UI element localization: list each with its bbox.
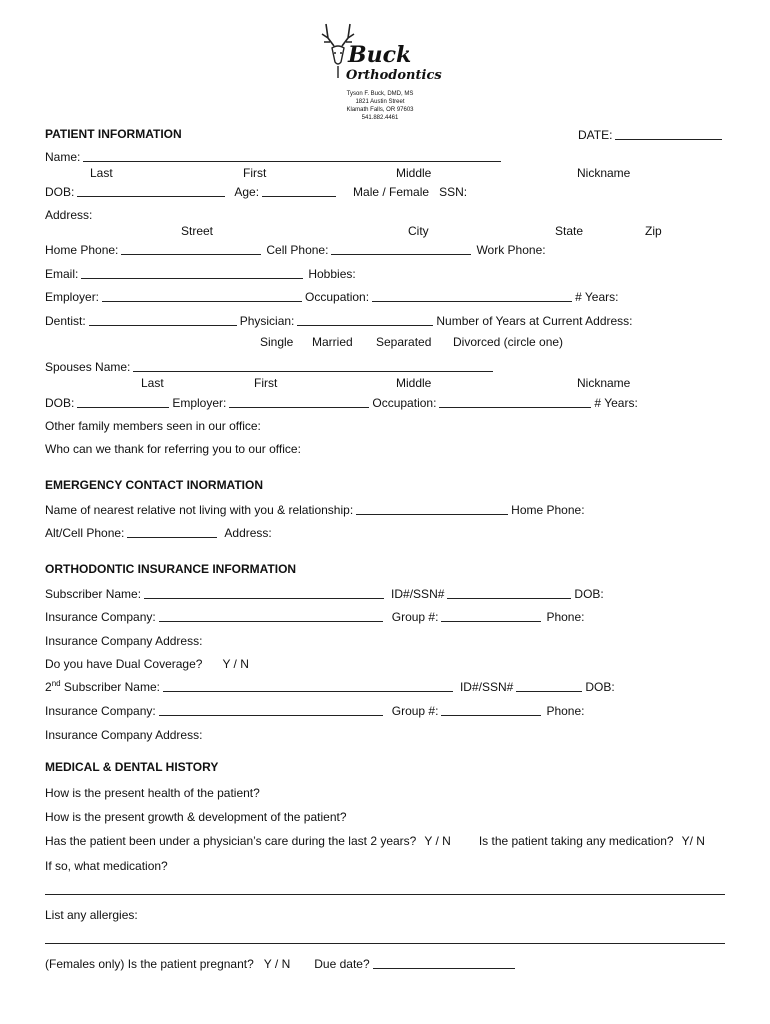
- name-sub-nickname: Nickname: [577, 166, 631, 180]
- subscriber-dob-label: DOB:: [574, 587, 604, 601]
- spouse-sub-first: First: [254, 376, 278, 390]
- years-address-label: Number of Years at Current Address:: [436, 314, 633, 328]
- spouse-label: Spouses Name:: [45, 360, 131, 374]
- marital-single[interactable]: Single: [260, 335, 294, 349]
- dual-coverage-label: Do you have Dual Coverage?: [45, 657, 203, 671]
- spouse-occupation-field[interactable]: [439, 395, 591, 408]
- due-date-field[interactable]: [373, 956, 515, 969]
- company-address-label: Insurance Company Address:: [45, 634, 203, 648]
- marital-married[interactable]: Married: [312, 335, 353, 349]
- dentist-field[interactable]: [89, 313, 237, 326]
- physician-field[interactable]: [297, 313, 433, 326]
- spouse-occupation-label: Occupation:: [372, 396, 437, 410]
- home-phone-label: Home Phone:: [45, 243, 119, 257]
- practice-address: [300, 90, 460, 122]
- marital-separated[interactable]: Separated: [376, 335, 432, 349]
- dual-coverage-options[interactable]: Y / N: [222, 657, 249, 671]
- date-label: DATE:: [578, 128, 613, 142]
- relative-label: Name of nearest relative not living with you & relationship:: [45, 503, 354, 517]
- address-sub-zip: Zip: [645, 224, 662, 238]
- company2-label: Insurance Company:: [45, 704, 156, 718]
- id-field[interactable]: [447, 586, 571, 599]
- second-subscriber-sup: nd: [51, 679, 61, 688]
- allergies-label: List any allergies:: [45, 908, 138, 922]
- second-dob-label: DOB:: [585, 680, 615, 694]
- family-label: Other family members seen in our office:: [45, 419, 261, 433]
- id-label: ID#/SSN#: [391, 587, 445, 601]
- emergency-home-phone-label: Home Phone:: [511, 503, 585, 517]
- work-phone-label: Work Phone:: [476, 243, 546, 257]
- second-subscriber-field[interactable]: [163, 679, 453, 692]
- company-field[interactable]: [159, 609, 383, 622]
- group-label: Group #:: [391, 610, 439, 624]
- medication-question-options[interactable]: Y/ N: [681, 834, 705, 848]
- address-sub-street: Street: [181, 224, 214, 238]
- physician-care-label: Has the patient been under a physician’s care during the last 2 years?: [45, 834, 417, 848]
- spouse-employer-label: Employer:: [172, 396, 227, 410]
- address-label: Address:: [45, 208, 93, 222]
- name-sub-middle: Middle: [396, 166, 432, 180]
- address-line: 1821 Austin Street: [355, 99, 405, 105]
- spouse-dob-field[interactable]: [77, 395, 169, 408]
- referral-label: Who can we thank for referring you to our office:: [45, 442, 301, 456]
- patient-section-title: PATIENT INFORMATION: [45, 127, 182, 141]
- address-line: Klamath Falls, OR 97603: [346, 107, 414, 113]
- medical-section-title: MEDICAL & DENTAL HISTORY: [45, 760, 219, 774]
- years-label: # Years:: [575, 290, 619, 304]
- second-id-label: ID#/SSN#: [459, 680, 514, 694]
- subscriber-field[interactable]: [144, 586, 384, 599]
- emergency-section-title: EMERGENCY CONTACT INORMATION: [45, 478, 263, 492]
- home-phone-field[interactable]: [121, 242, 261, 255]
- insurance-phone2-label: Phone:: [546, 704, 585, 718]
- group2-label: Group #:: [391, 704, 439, 718]
- emergency-address-label: Address:: [224, 526, 272, 540]
- spouse-name-field[interactable]: [133, 359, 493, 372]
- company2-field[interactable]: [159, 703, 383, 716]
- address-line: 541.882.4461: [361, 115, 399, 121]
- relative-field[interactable]: [356, 502, 508, 515]
- medication-question-label: Is the patient taking any medication?: [478, 834, 674, 848]
- medication-extra-line[interactable]: [45, 894, 725, 895]
- name-sub-last: Last: [90, 166, 113, 180]
- group2-field[interactable]: [441, 703, 541, 716]
- medication-label: If so, what medication?: [45, 859, 168, 873]
- pregnant-options[interactable]: Y / N: [263, 957, 291, 971]
- alt-phone-label: Alt/Cell Phone:: [45, 526, 125, 540]
- subscriber-label: Subscriber Name:: [45, 587, 142, 601]
- growth-label: How is the present growth & development of the patient?: [45, 810, 347, 824]
- second-subscriber-num: 2: [45, 680, 52, 694]
- age-label: Age:: [234, 185, 260, 199]
- spouse-dob-label: DOB:: [45, 396, 75, 410]
- spouse-years-label: # Years:: [594, 396, 638, 410]
- name-label: Name:: [45, 150, 81, 164]
- sex-options[interactable]: Male / Female: [353, 185, 430, 199]
- name-field[interactable]: [83, 149, 501, 162]
- address-sub-state: State: [555, 224, 584, 238]
- cell-phone-field[interactable]: [331, 242, 471, 255]
- insurance-section-title: ORTHODONTIC INSURANCE INFORMATION: [45, 562, 297, 576]
- second-subscriber-label: Subscriber Name:: [60, 680, 160, 694]
- spouse-sub-last: Last: [141, 376, 164, 390]
- second-id-field[interactable]: [516, 679, 582, 692]
- physician-care-options[interactable]: Y / N: [424, 834, 451, 848]
- address-line: Tyson F. Buck, DMD, MS: [346, 91, 414, 97]
- ssn-label: SSN:: [439, 185, 468, 199]
- employer-field[interactable]: [102, 289, 302, 302]
- marital-divorced[interactable]: Divorced (circle one): [453, 335, 564, 349]
- occupation-label: Occupation:: [305, 290, 370, 304]
- spouse-employer-field[interactable]: [229, 395, 369, 408]
- group-field[interactable]: [441, 609, 541, 622]
- health-label: How is the present health of the patient?: [45, 786, 260, 800]
- hobbies-label: Hobbies:: [308, 267, 356, 281]
- logo-name: Buck: [348, 42, 412, 68]
- email-field[interactable]: [81, 266, 303, 279]
- address-sub-city: City: [408, 224, 429, 238]
- allergies-extra-line[interactable]: [45, 943, 725, 944]
- occupation-field[interactable]: [372, 289, 572, 302]
- dentist-label: Dentist:: [45, 314, 86, 328]
- employer-label: Employer:: [45, 290, 100, 304]
- name-sub-first: First: [243, 166, 267, 180]
- insurance-phone-label: Phone:: [546, 610, 585, 624]
- pregnant-label: (Females only) Is the patient pregnant?: [45, 957, 254, 971]
- practice-logo: [318, 20, 442, 88]
- physician-label: Physician:: [239, 314, 295, 328]
- due-date-label: Due date?: [314, 957, 370, 971]
- company-address2-label: Insurance Company Address:: [45, 728, 203, 742]
- dob-label: DOB:: [45, 185, 75, 199]
- age-field[interactable]: [262, 184, 336, 197]
- logo-subtitle: Orthodontics: [346, 68, 442, 83]
- company-label: Insurance Company:: [45, 610, 156, 624]
- spouse-sub-nickname: Nickname: [577, 376, 631, 390]
- dob-field[interactable]: [77, 184, 225, 197]
- alt-phone-field[interactable]: [127, 525, 217, 538]
- date-field[interactable]: [615, 127, 722, 140]
- spouse-sub-middle: Middle: [396, 376, 432, 390]
- cell-phone-label: Cell Phone:: [266, 243, 329, 257]
- email-label: Email:: [45, 267, 79, 281]
